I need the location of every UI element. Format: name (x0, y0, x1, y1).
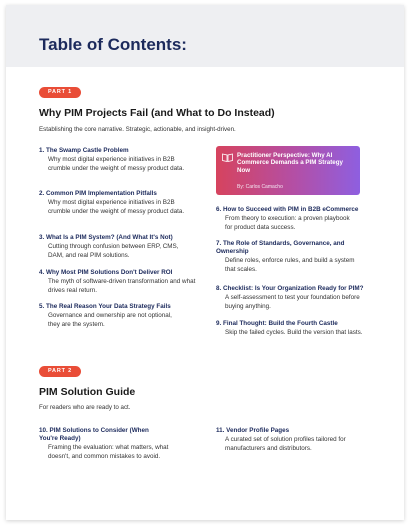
toc-item-9[interactable] (216, 320, 396, 338)
page-title: Table of Contents: (39, 35, 187, 54)
toc-item-title: 2. Common PIM Implementation Pitfalls (39, 190, 157, 197)
toc-item-title: 9. Final Thought: Build the Fourth Castle (216, 320, 338, 327)
toc-item-desc: From theory to execution: a proven playbook for product data success. (225, 215, 350, 231)
part1-subtitle: Establishing the core narrative. Strategic, actionable, and insight-driven. (39, 126, 236, 133)
toc-item-7[interactable] (216, 240, 371, 274)
part2-title: PIM Solution Guide (39, 386, 136, 398)
toc-item-title: 7. The Role of Standards, Governance, and Ownership (216, 240, 345, 255)
toc-item-desc: Why most digital experience initiatives in B2B crumble under the weight of messy product data. (48, 156, 185, 172)
toc-item-2[interactable] (39, 190, 189, 216)
part1-title: Why PIM Projects Fail (and What to Do Instead) (39, 107, 275, 119)
callout-title: Practitioner Perspective: Why AI Commerce Demands a PIM Strategy Now (237, 152, 343, 174)
part2-subtitle: For readers who are ready to act. (39, 404, 131, 411)
part1-badge: PART 1 (39, 87, 81, 98)
toc-page (6, 5, 404, 520)
toc-item-title: 10. PIM Solutions to Consider (When You're Ready) (39, 427, 149, 442)
toc-item-11[interactable] (216, 427, 381, 453)
toc-item-desc: A curated set of solution profiles tailored for manufacturers and distributors. (225, 436, 346, 452)
toc-item-10[interactable] (39, 427, 199, 461)
toc-item-desc: Cutting through confusion between ERP, CMS, DAM, and real PIM solutions. (48, 243, 179, 259)
toc-item-desc: The myth of software-driven transformation and what drives real return. (48, 278, 196, 294)
toc-item-desc: Governance and ownership are not optional, they are the system. (48, 312, 172, 328)
toc-item-3[interactable] (39, 234, 209, 260)
toc-item-5[interactable] (39, 303, 209, 329)
toc-item-title: 5. The Real Reason Your Data Strategy Fails (39, 303, 171, 310)
practitioner-callout[interactable] (216, 146, 360, 195)
toc-item-title: 8. Checklist: Is Your Organization Ready for PIM? (216, 285, 364, 292)
toc-item-title: 11. Vendor Profile Pages (216, 427, 290, 434)
toc-item-desc: Skip the failed cycles. Build the version that lasts. (225, 329, 363, 336)
toc-item-title: 1. The Swamp Castle Problem (39, 147, 129, 154)
toc-item-desc: Why most digital experience initiatives in B2B crumble under the weight of messy product data. (48, 199, 185, 215)
toc-item-desc: A self-assessment to test your foundation before buying anything. (225, 294, 360, 310)
toc-item-title: 6. How to Succeed with PIM in B2B eCommerce (216, 206, 359, 213)
header (6, 5, 404, 67)
toc-item-desc: Framing the evaluation: what matters, what doesn't, and common mistakes to avoid. (48, 444, 169, 460)
toc-item-title: 3. What Is a PIM System? (And What It's Not) (39, 234, 173, 241)
toc-item-6[interactable] (216, 206, 381, 232)
toc-item-8[interactable] (216, 285, 386, 311)
part2-badge: PART 2 (39, 366, 81, 377)
callout-byline: By: Carlos Camacho (237, 184, 283, 190)
toc-item-4[interactable] (39, 269, 209, 295)
toc-item-1[interactable] (39, 147, 189, 173)
toc-item-desc: Define roles, enforce rules, and build a system that scales. (225, 257, 355, 273)
book-icon (222, 153, 233, 162)
toc-item-title: 4. Why Most PIM Solutions Don't Deliver ROI (39, 269, 173, 276)
